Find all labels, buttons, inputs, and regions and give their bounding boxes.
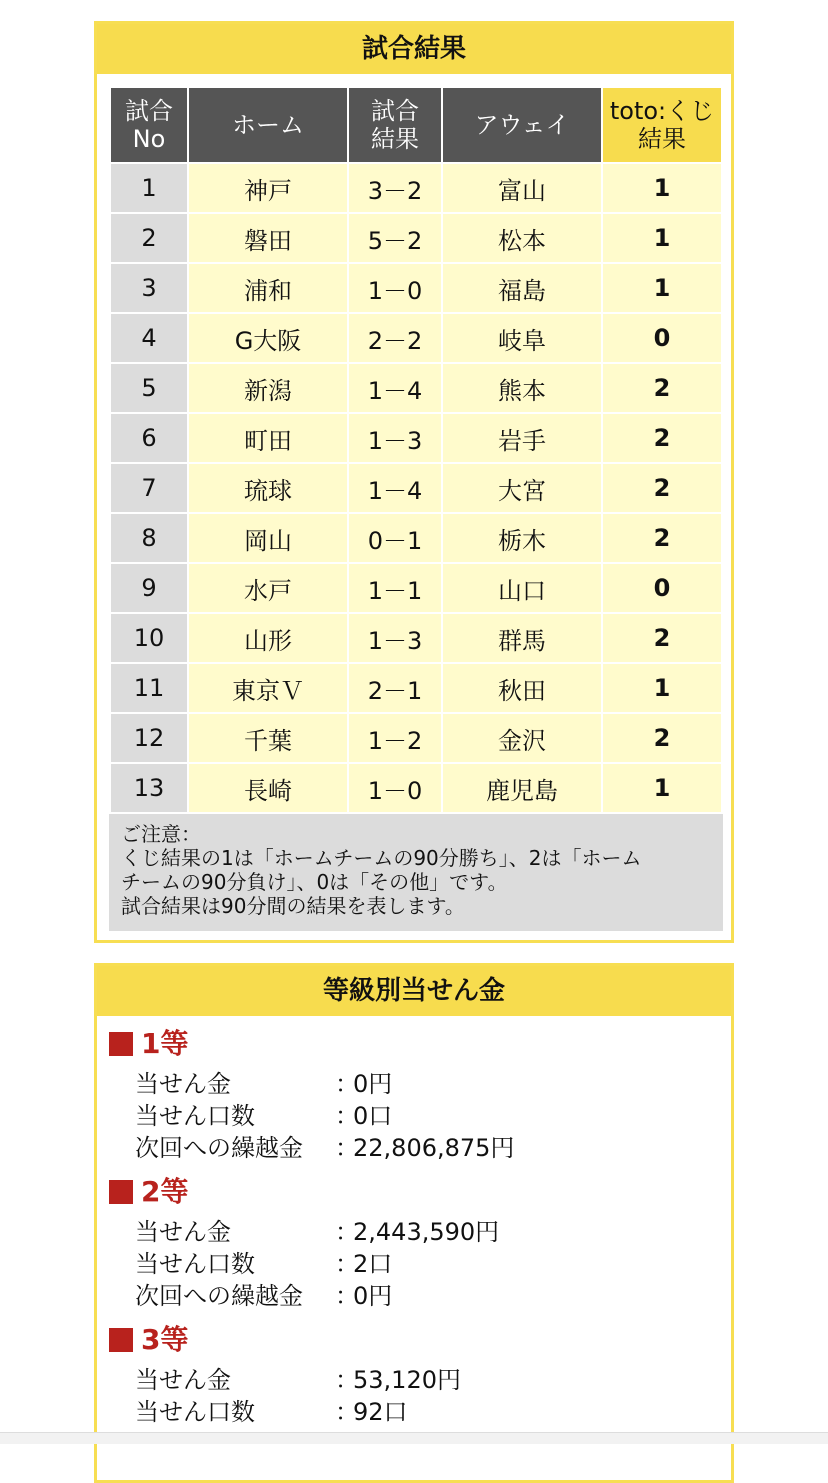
table-row [111, 714, 721, 762]
match-no: 2 [111, 214, 187, 262]
away-team: 群馬 [443, 614, 601, 662]
grade-name: 2等 [141, 1175, 189, 1208]
toto-result: 1 [603, 664, 721, 712]
match-results-panel [94, 21, 734, 943]
score: 3－2 [349, 164, 441, 212]
table-row [111, 414, 721, 462]
prize-label: 当せん金 [135, 1218, 231, 1246]
prize-value: 0円 [353, 1282, 393, 1310]
grade-name: 3等 [141, 1323, 189, 1356]
away-team: 金沢 [443, 714, 601, 762]
prize-colon: ： [335, 1102, 359, 1130]
match-no: 11 [111, 664, 187, 712]
home-team: 新潟 [189, 364, 347, 412]
home-team: 町田 [189, 414, 347, 462]
prize-colon: ： [335, 1218, 359, 1246]
toto-result: 1 [603, 764, 721, 812]
toto-result: 2 [603, 364, 721, 412]
toto-result: 0 [603, 564, 721, 612]
table-row [111, 314, 721, 362]
match-no: 5 [111, 364, 187, 412]
prize-amounts-title: 等級別当せん金 [97, 966, 731, 1016]
match-no: 9 [111, 564, 187, 612]
prize-row [135, 1396, 408, 1428]
home-team: 長崎 [189, 764, 347, 812]
table-row [111, 764, 721, 812]
score: 1－4 [349, 364, 441, 412]
results-table [109, 86, 723, 814]
table-row [111, 364, 721, 412]
home-team: 琉球 [189, 464, 347, 512]
prize-row [135, 1216, 499, 1248]
score: 1－0 [349, 264, 441, 312]
toto-result: 2 [603, 714, 721, 762]
prize-colon: ： [335, 1134, 359, 1162]
prize-value: 2口 [353, 1250, 393, 1278]
score: 1－3 [349, 614, 441, 662]
prize-colon: ： [335, 1282, 359, 1310]
results-header-row [111, 88, 721, 162]
table-row [111, 264, 721, 312]
header-score-line2: 結果 [371, 125, 419, 153]
header-toto-line2: 結果 [638, 125, 686, 153]
score: 5－2 [349, 214, 441, 262]
away-team: 大宮 [443, 464, 601, 512]
table-row [111, 664, 721, 712]
note-line: くじ結果の1は「ホームチームの90分勝ち」、2は「ホーム [121, 846, 642, 870]
score: 1－3 [349, 414, 441, 462]
toto-result: 2 [603, 414, 721, 462]
prize-label: 当せん口数 [135, 1250, 255, 1278]
match-results-title: 試合結果 [97, 24, 731, 74]
grade-heading-1 [109, 1028, 188, 1060]
prize-label: 次回への繰越金 [135, 1134, 303, 1162]
toto-result: 0 [603, 314, 721, 362]
score: 2－2 [349, 314, 441, 362]
header-match-no [111, 88, 187, 162]
home-team: G大阪 [189, 314, 347, 362]
away-team: 熊本 [443, 364, 601, 412]
toto-result: 2 [603, 614, 721, 662]
score: 2－1 [349, 664, 441, 712]
match-no: 12 [111, 714, 187, 762]
away-team: 岐阜 [443, 314, 601, 362]
prize-row [135, 1364, 461, 1396]
home-team: 山形 [189, 614, 347, 662]
away-team: 松本 [443, 214, 601, 262]
home-team: 神戸 [189, 164, 347, 212]
score: 1－4 [349, 464, 441, 512]
home-team: 磐田 [189, 214, 347, 262]
grade-name: 1等 [141, 1027, 189, 1060]
table-row [111, 614, 721, 662]
table-row [111, 464, 721, 512]
prize-row [135, 1100, 392, 1132]
header-match-no-line2: No [132, 125, 166, 153]
prize-value: 0口 [353, 1102, 393, 1130]
away-team: 岩手 [443, 414, 601, 462]
prize-colon: ： [335, 1398, 359, 1426]
away-team: 秋田 [443, 664, 601, 712]
grade-heading-3 [109, 1324, 188, 1356]
home-team: 水戸 [189, 564, 347, 612]
prize-label: 次回への繰越金 [135, 1282, 303, 1310]
note-line: 試合結果は90分間の結果を表します。 [121, 894, 465, 918]
toto-result: 1 [603, 264, 721, 312]
prize-row [135, 1132, 514, 1164]
prize-colon: ： [335, 1070, 359, 1098]
away-team: 山口 [443, 564, 601, 612]
match-no: 13 [111, 764, 187, 812]
home-team: 東京Ｖ [189, 664, 347, 712]
prize-row [135, 1248, 392, 1280]
table-row [111, 564, 721, 612]
match-no: 3 [111, 264, 187, 312]
note-line: ご注意： [121, 822, 201, 846]
results-note [109, 814, 723, 931]
prize-label: 当せん口数 [135, 1398, 255, 1426]
match-no: 7 [111, 464, 187, 512]
prize-label: 当せん金 [135, 1070, 231, 1098]
prize-colon: ： [335, 1366, 359, 1394]
home-team: 浦和 [189, 264, 347, 312]
score: 1－2 [349, 714, 441, 762]
prize-value: 0円 [353, 1070, 393, 1098]
square-bullet-icon [109, 1032, 133, 1056]
toto-result: 1 [603, 214, 721, 262]
match-no: 4 [111, 314, 187, 362]
away-team: 栃木 [443, 514, 601, 562]
table-row [111, 514, 721, 562]
score: 1－0 [349, 764, 441, 812]
prize-label: 当せん口数 [135, 1102, 255, 1130]
header-score [349, 88, 441, 162]
away-team: 鹿児島 [443, 764, 601, 812]
square-bullet-icon [109, 1180, 133, 1204]
prize-colon: ： [335, 1250, 359, 1278]
header-away: アウェイ [443, 88, 601, 162]
away-team: 福島 [443, 264, 601, 312]
horizontal-scrollbar[interactable] [0, 1432, 828, 1444]
prize-value: 92口 [353, 1398, 408, 1426]
header-toto-line1: toto:くじ [609, 97, 715, 125]
home-team: 岡山 [189, 514, 347, 562]
toto-result: 1 [603, 164, 721, 212]
prize-row [135, 1068, 392, 1100]
prize-value: 53,120円 [353, 1366, 461, 1394]
table-row [111, 214, 721, 262]
table-row [111, 164, 721, 212]
prize-label: 当せん金 [135, 1366, 231, 1394]
header-toto-result [603, 88, 721, 162]
home-team: 千葉 [189, 714, 347, 762]
prize-amounts-panel [94, 963, 734, 1483]
header-home: ホーム [189, 88, 347, 162]
match-no: 1 [111, 164, 187, 212]
prize-row [135, 1280, 392, 1312]
header-match-no-line1: 試合 [125, 97, 173, 125]
score: 1－1 [349, 564, 441, 612]
match-no: 6 [111, 414, 187, 462]
grade-heading-2 [109, 1176, 188, 1208]
toto-result: 2 [603, 514, 721, 562]
match-no: 8 [111, 514, 187, 562]
prize-value: 22,806,875円 [353, 1134, 515, 1162]
note-line: チームの90分負け」、0は「その他」です。 [121, 870, 508, 894]
match-no: 10 [111, 614, 187, 662]
square-bullet-icon [109, 1328, 133, 1352]
score: 0－1 [349, 514, 441, 562]
prize-value: 2,443,590円 [353, 1218, 500, 1246]
toto-result: 2 [603, 464, 721, 512]
header-score-line1: 試合 [371, 97, 419, 125]
away-team: 富山 [443, 164, 601, 212]
